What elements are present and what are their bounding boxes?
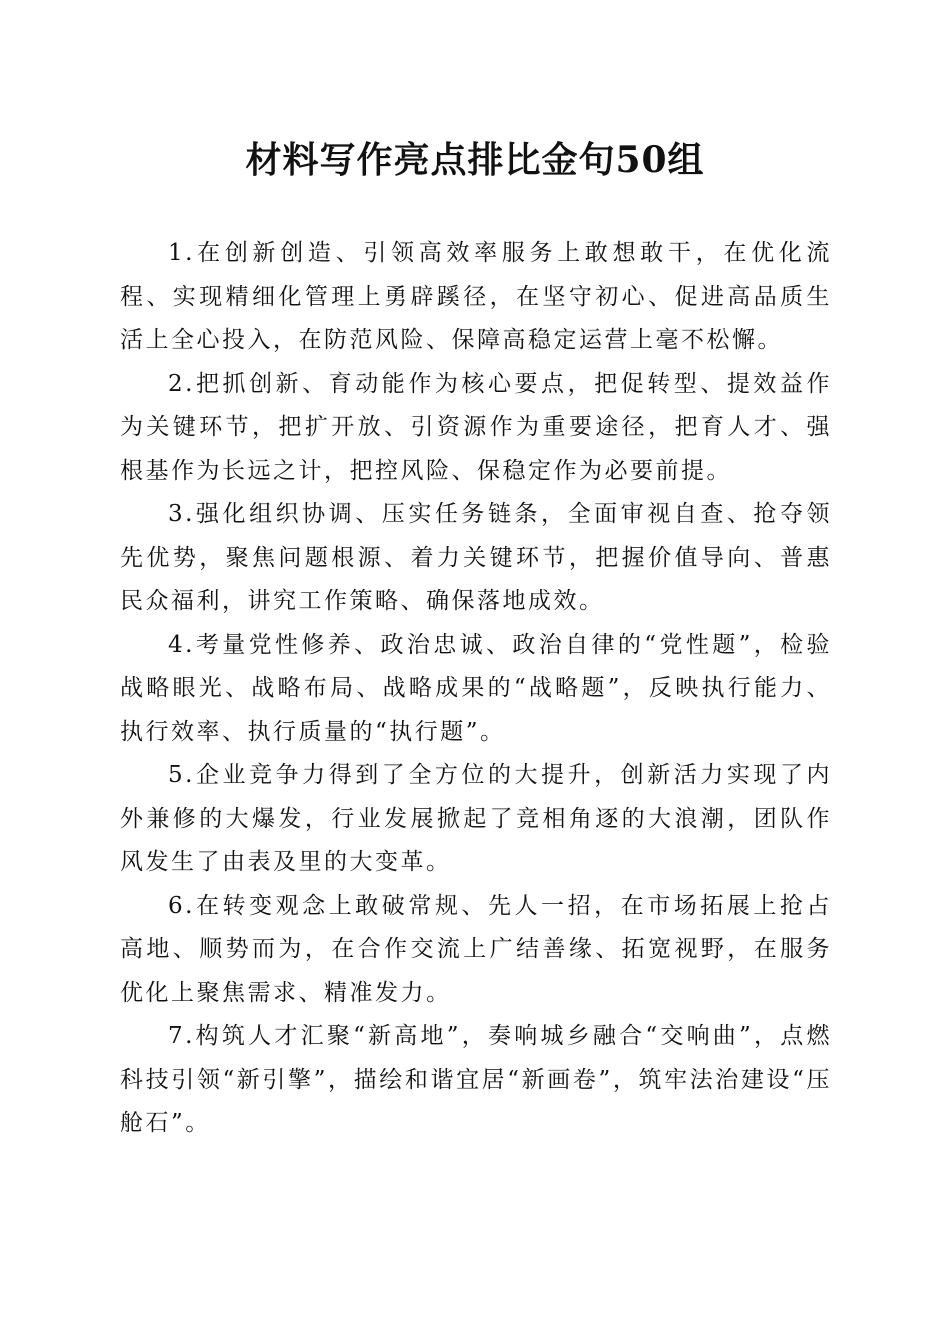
paragraph-7: 7.构筑人才汇聚“新高地”，奏响城乡融合“交响曲”，点燃科技引领“新引擎”，描绘和谐宜居“新画卷”，筑牢法治建设“压舱石”。 xyxy=(120,1023,832,1136)
paragraph-1: 1.在创新创造、引领高效率服务上敢想敢干，在优化流程、实现精细化管理上勇辟蹊径，在坚守初心、促进高品质生活上全心投入，在防范风险、保障高稳定运营上毫不松懈。 xyxy=(120,240,832,353)
paragraph-3: 3.强化组织协调、压实任务链条，全面审视自查、抢夺领先优势，聚焦问题根源、着力关键环节，把握价值导向、普惠民众福利，讲究工作策略、确保落地成效。 xyxy=(120,501,832,614)
document-title: 材料写作亮点排比金句50组 xyxy=(245,139,705,181)
paragraph-4: 4.考量党性修养、政治忠诚、政治自律的“党性题”，检验战略眼光、战略布局、战略成果的“战略题”，反映执行能力、执行效率、执行质量的“执行题”。 xyxy=(120,631,832,745)
paragraph-5: 5.企业竞争力得到了全方位的大提升，创新活力实现了内外兼修的大爆发，行业发展掀起了竞相角逐的大浪潮，团队作风发生了由表及里的大变革。 xyxy=(120,762,832,875)
document-body xyxy=(120,232,832,1146)
paragraph-6: 6.在转变观念上敢破常规、先人一招，在市场拓展上抢占高地、顺势而为，在合作交流上广结善缘、拓宽视野，在服务优化上聚焦需求、精准发力。 xyxy=(120,892,832,1006)
paragraph-2: 2.把抓创新、育动能作为核心要点，把促转型、提效益作为关键环节，把扩开放、引资源作为重要途径，把育人才、强根基作为长远之计，把控风险、保稳定作为必要前提。 xyxy=(120,370,832,484)
